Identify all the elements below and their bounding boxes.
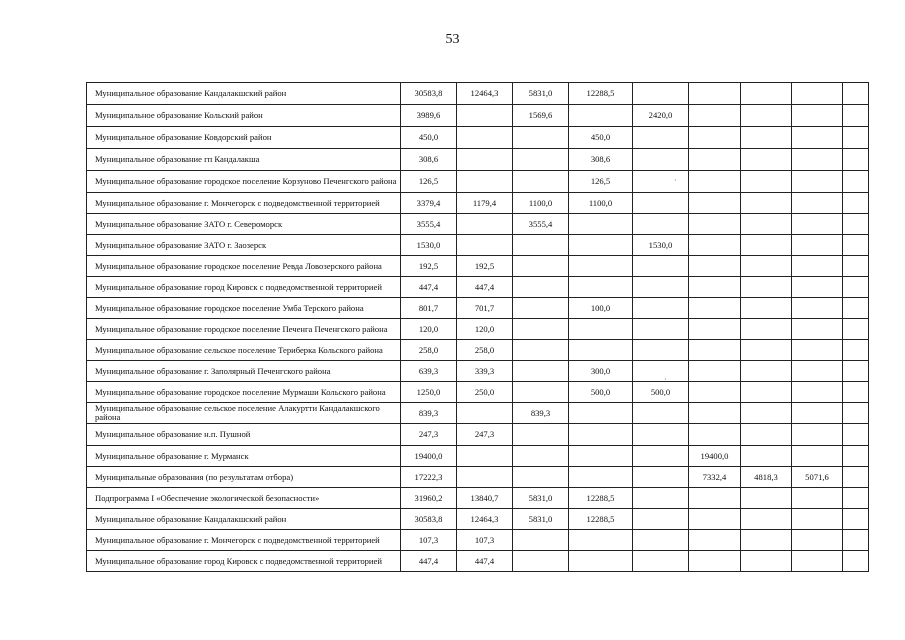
value-cell — [633, 193, 689, 214]
row-label: Муниципальное образование ЗАТО г. Заозерск — [87, 235, 401, 256]
value-cell: 308,6 — [401, 149, 457, 171]
value-cell: 447,4 — [457, 551, 513, 572]
stray-mark: · — [674, 176, 677, 185]
value-cell: 3555,4 — [513, 214, 569, 235]
value-cell: 12288,5 — [569, 509, 633, 530]
value-cell: 258,0 — [457, 340, 513, 361]
value-cell — [689, 340, 741, 361]
value-cell — [792, 149, 843, 171]
table-row — [87, 127, 869, 149]
table-row — [87, 277, 869, 298]
value-cell — [843, 340, 869, 361]
value-cell — [633, 509, 689, 530]
value-cell — [633, 551, 689, 572]
table-row — [87, 193, 869, 214]
value-cell: 120,0 — [457, 319, 513, 340]
value-cell — [741, 149, 792, 171]
value-cell: 447,4 — [457, 277, 513, 298]
table-row — [87, 171, 869, 193]
value-cell — [741, 235, 792, 256]
value-cell — [689, 235, 741, 256]
row-label: Муниципальное образование ЗАТО г. Североморск — [87, 214, 401, 235]
value-cell: 447,4 — [401, 551, 457, 572]
value-cell: 247,3 — [457, 424, 513, 446]
table-row — [87, 424, 869, 446]
value-cell — [843, 171, 869, 193]
value-cell: 3379,4 — [401, 193, 457, 214]
value-cell — [689, 105, 741, 127]
table-row — [87, 256, 869, 277]
value-cell — [569, 105, 633, 127]
value-cell — [792, 446, 843, 467]
value-cell: 258,0 — [401, 340, 457, 361]
value-cell — [457, 403, 513, 424]
value-cell — [843, 424, 869, 446]
value-cell — [843, 105, 869, 127]
value-cell — [843, 382, 869, 403]
value-cell — [843, 214, 869, 235]
value-cell — [689, 127, 741, 149]
value-cell — [741, 105, 792, 127]
value-cell — [792, 319, 843, 340]
table-row — [87, 488, 869, 509]
value-cell — [513, 361, 569, 382]
table-row — [87, 530, 869, 551]
value-cell — [741, 83, 792, 105]
value-cell — [689, 488, 741, 509]
value-cell — [633, 83, 689, 105]
value-cell — [792, 171, 843, 193]
value-cell: 5831,0 — [513, 488, 569, 509]
value-cell — [792, 340, 843, 361]
value-cell — [843, 83, 869, 105]
value-cell — [843, 193, 869, 214]
table-row — [87, 403, 869, 424]
row-label: Муниципальное образование городское поселение Умба Терского района — [87, 298, 401, 319]
value-cell: 450,0 — [401, 127, 457, 149]
value-cell: 500,0 — [633, 382, 689, 403]
value-cell — [633, 277, 689, 298]
value-cell: 4818,3 — [741, 467, 792, 488]
value-cell — [792, 193, 843, 214]
value-cell — [741, 382, 792, 403]
value-cell — [689, 530, 741, 551]
value-cell — [513, 149, 569, 171]
value-cell — [741, 446, 792, 467]
value-cell — [513, 235, 569, 256]
value-cell — [569, 403, 633, 424]
value-cell: 1100,0 — [513, 193, 569, 214]
value-cell: 126,5 — [569, 171, 633, 193]
value-cell — [689, 509, 741, 530]
value-cell — [689, 214, 741, 235]
value-cell — [792, 127, 843, 149]
value-cell: 12288,5 — [569, 83, 633, 105]
value-cell — [843, 530, 869, 551]
value-cell: 1569,6 — [513, 105, 569, 127]
value-cell — [741, 193, 792, 214]
value-cell — [741, 171, 792, 193]
value-cell — [741, 127, 792, 149]
value-cell — [792, 83, 843, 105]
value-cell: 250,0 — [457, 382, 513, 403]
value-cell — [633, 488, 689, 509]
value-cell — [741, 530, 792, 551]
value-cell: 31960,2 — [401, 488, 457, 509]
value-cell — [689, 171, 741, 193]
row-label: Муниципальное образование г. Мончегорск с подведомственной территорией — [87, 530, 401, 551]
row-label: Муниципальное образование сельское поселение Алакуртти Кандалакшского района — [87, 403, 401, 424]
value-cell — [513, 382, 569, 403]
value-cell — [633, 127, 689, 149]
value-cell: 120,0 — [401, 319, 457, 340]
row-label: Муниципальное образование Кандалакшский район — [87, 509, 401, 530]
value-cell — [569, 340, 633, 361]
value-cell — [457, 467, 513, 488]
value-cell — [457, 214, 513, 235]
value-cell: 5071,6 — [792, 467, 843, 488]
row-label: Муниципальное образование Кольский район — [87, 105, 401, 127]
value-cell — [792, 277, 843, 298]
table-row — [87, 149, 869, 171]
value-cell — [792, 256, 843, 277]
value-cell — [792, 509, 843, 530]
table-row — [87, 298, 869, 319]
value-cell — [843, 319, 869, 340]
value-cell — [792, 361, 843, 382]
value-cell — [689, 382, 741, 403]
row-label: Муниципальное образование гп Кандалакша — [87, 149, 401, 171]
value-cell: 5831,0 — [513, 509, 569, 530]
value-cell — [792, 298, 843, 319]
value-cell — [689, 361, 741, 382]
value-cell — [741, 551, 792, 572]
table-row — [87, 361, 869, 382]
table-row — [87, 235, 869, 256]
value-cell — [792, 105, 843, 127]
data-table — [86, 82, 869, 572]
value-cell — [689, 83, 741, 105]
value-cell — [633, 467, 689, 488]
value-cell — [633, 424, 689, 446]
value-cell — [457, 127, 513, 149]
value-cell — [741, 298, 792, 319]
table-row — [87, 214, 869, 235]
row-label: Муниципальное образование город Кировск с подведомственной территорией — [87, 277, 401, 298]
value-cell — [633, 361, 689, 382]
value-cell: 30583,8 — [401, 83, 457, 105]
value-cell — [513, 277, 569, 298]
value-cell — [843, 149, 869, 171]
value-cell: 839,3 — [513, 403, 569, 424]
value-cell — [513, 424, 569, 446]
value-cell — [741, 319, 792, 340]
row-label: Муниципальные образования (по результатам отбора) — [87, 467, 401, 488]
value-cell — [689, 193, 741, 214]
value-cell — [633, 530, 689, 551]
value-cell: 192,5 — [457, 256, 513, 277]
value-cell: 30583,8 — [401, 509, 457, 530]
stray-mark: · — [664, 375, 667, 384]
value-cell — [741, 277, 792, 298]
value-cell: 12288,5 — [569, 488, 633, 509]
value-cell — [792, 488, 843, 509]
value-cell: 1530,0 — [633, 235, 689, 256]
value-cell — [633, 298, 689, 319]
value-cell — [792, 551, 843, 572]
table-row — [87, 382, 869, 403]
value-cell — [513, 551, 569, 572]
row-label: Муниципальное образование городское поселение Ревда Ловозерского района — [87, 256, 401, 277]
value-cell — [457, 171, 513, 193]
value-cell — [569, 319, 633, 340]
value-cell — [633, 256, 689, 277]
value-cell: 839,3 — [401, 403, 457, 424]
value-cell: 447,4 — [401, 277, 457, 298]
value-cell: 126,5 — [401, 171, 457, 193]
value-cell — [843, 277, 869, 298]
value-cell: 1100,0 — [569, 193, 633, 214]
value-cell: 308,6 — [569, 149, 633, 171]
value-cell — [741, 488, 792, 509]
value-cell — [633, 403, 689, 424]
value-cell — [843, 298, 869, 319]
table-row — [87, 551, 869, 572]
value-cell — [513, 530, 569, 551]
row-label: Муниципальное образование г. Заполярный Печенгского района — [87, 361, 401, 382]
value-cell: 300,0 — [569, 361, 633, 382]
value-cell — [843, 488, 869, 509]
value-cell — [569, 235, 633, 256]
value-cell: 639,3 — [401, 361, 457, 382]
value-cell — [513, 127, 569, 149]
table-row — [87, 83, 869, 105]
value-cell — [633, 149, 689, 171]
value-cell: 247,3 — [401, 424, 457, 446]
value-cell — [741, 340, 792, 361]
value-cell — [457, 149, 513, 171]
value-cell — [569, 256, 633, 277]
value-cell — [513, 298, 569, 319]
value-cell — [569, 277, 633, 298]
value-cell — [633, 171, 689, 193]
value-cell — [741, 403, 792, 424]
row-label: Муниципальное образование Ковдорский район — [87, 127, 401, 149]
value-cell — [689, 403, 741, 424]
value-cell: 19400,0 — [689, 446, 741, 467]
value-cell — [843, 127, 869, 149]
table-body — [87, 83, 869, 572]
value-cell — [792, 530, 843, 551]
value-cell — [843, 509, 869, 530]
value-cell — [569, 424, 633, 446]
row-label: Муниципальное образование сельское поселение Териберка Кольского района — [87, 340, 401, 361]
value-cell — [689, 298, 741, 319]
value-cell: 2420,0 — [633, 105, 689, 127]
value-cell — [569, 214, 633, 235]
row-label: Муниципальное образование н.п. Пушной — [87, 424, 401, 446]
value-cell — [513, 446, 569, 467]
value-cell — [792, 424, 843, 446]
table-row — [87, 467, 869, 488]
value-cell — [633, 340, 689, 361]
value-cell: 1179,4 — [457, 193, 513, 214]
value-cell — [741, 424, 792, 446]
value-cell — [513, 171, 569, 193]
value-cell — [457, 446, 513, 467]
value-cell: 12464,3 — [457, 509, 513, 530]
value-cell — [569, 446, 633, 467]
table-row — [87, 319, 869, 340]
value-cell — [633, 319, 689, 340]
row-label: Муниципальное образование г. Мончегорск с подведомственной территорией — [87, 193, 401, 214]
value-cell — [513, 467, 569, 488]
value-cell — [689, 149, 741, 171]
value-cell — [792, 235, 843, 256]
value-cell: 801,7 — [401, 298, 457, 319]
value-cell: 17222,3 — [401, 467, 457, 488]
value-cell: 3555,4 — [401, 214, 457, 235]
row-label: Муниципальное образование Кандалакшский район — [87, 83, 401, 105]
value-cell: 701,7 — [457, 298, 513, 319]
value-cell — [843, 256, 869, 277]
value-cell — [741, 361, 792, 382]
value-cell: 107,3 — [401, 530, 457, 551]
value-cell — [513, 256, 569, 277]
value-cell — [633, 214, 689, 235]
value-cell: 12464,3 — [457, 83, 513, 105]
value-cell — [513, 319, 569, 340]
row-label: Муниципальное образование городское поселение Печенга Печенгского района — [87, 319, 401, 340]
value-cell — [569, 551, 633, 572]
row-label: Муниципальное образование городское поселение Корзуново Печенгского района — [87, 171, 401, 193]
value-cell — [569, 530, 633, 551]
value-cell — [569, 467, 633, 488]
value-cell: 1530,0 — [401, 235, 457, 256]
value-cell: 3989,6 — [401, 105, 457, 127]
value-cell — [457, 235, 513, 256]
value-cell: 450,0 — [569, 127, 633, 149]
value-cell — [689, 256, 741, 277]
value-cell — [513, 340, 569, 361]
value-cell: 100,0 — [569, 298, 633, 319]
value-cell — [741, 509, 792, 530]
value-cell — [843, 235, 869, 256]
page-number: 53 — [445, 32, 460, 47]
value-cell: 5831,0 — [513, 83, 569, 105]
value-cell — [741, 256, 792, 277]
value-cell — [843, 446, 869, 467]
row-label: Муниципальное образование город Кировск с подведомственной территорией — [87, 551, 401, 572]
value-cell — [633, 446, 689, 467]
value-cell — [689, 424, 741, 446]
value-cell: 7332,4 — [689, 467, 741, 488]
value-cell: 13840,7 — [457, 488, 513, 509]
value-cell: 1250,0 — [401, 382, 457, 403]
row-label: Муниципальное образование г. Мурманск — [87, 446, 401, 467]
table-row — [87, 105, 869, 127]
table-row — [87, 340, 869, 361]
value-cell: 500,0 — [569, 382, 633, 403]
value-cell — [843, 403, 869, 424]
value-cell — [741, 214, 792, 235]
value-cell — [843, 551, 869, 572]
value-cell: 339,3 — [457, 361, 513, 382]
value-cell — [792, 403, 843, 424]
value-cell — [689, 551, 741, 572]
value-cell — [689, 277, 741, 298]
value-cell — [689, 319, 741, 340]
value-cell — [843, 361, 869, 382]
value-cell — [457, 105, 513, 127]
value-cell — [843, 467, 869, 488]
value-cell: 19400,0 — [401, 446, 457, 467]
value-cell — [792, 214, 843, 235]
table-row — [87, 509, 869, 530]
value-cell — [792, 382, 843, 403]
value-cell: 107,3 — [457, 530, 513, 551]
row-label: Подпрограмма I «Обеспечение экологической безопасности» — [87, 488, 401, 509]
row-label: Муниципальное образование городское поселение Мурмаши Кольского района — [87, 382, 401, 403]
value-cell: 192,5 — [401, 256, 457, 277]
table-row — [87, 446, 869, 467]
